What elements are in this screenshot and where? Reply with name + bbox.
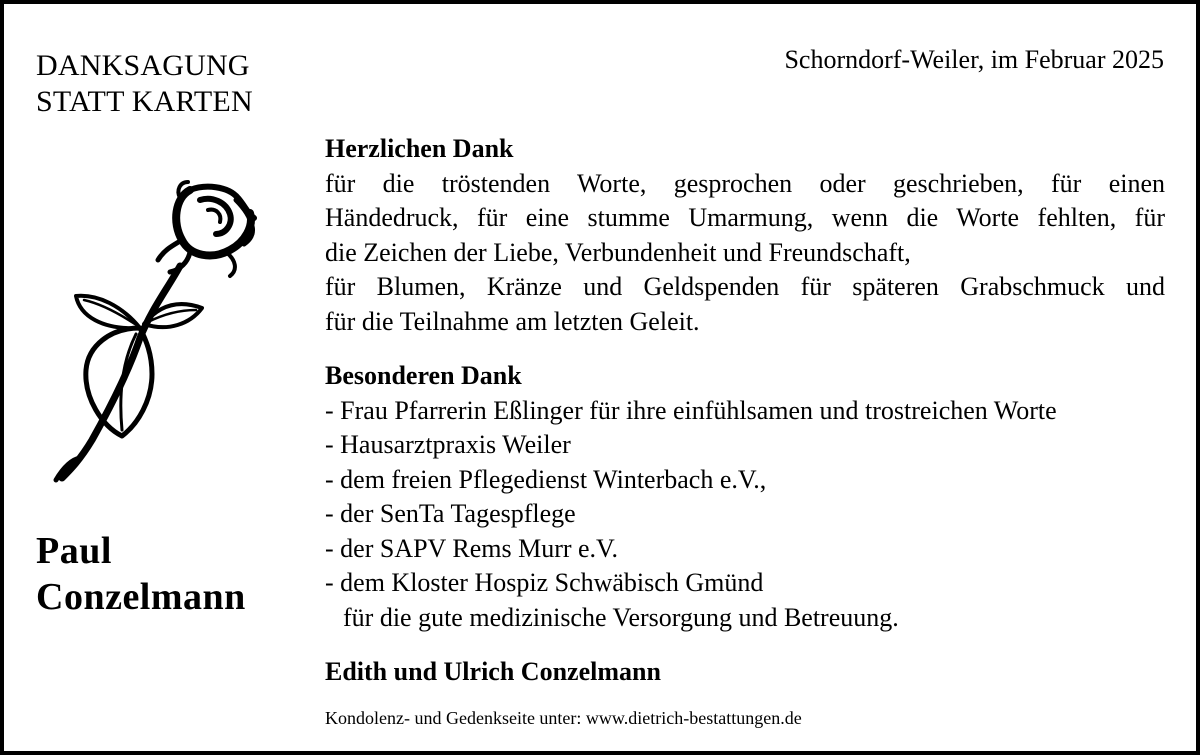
thanks-line-2: Händedruck, für eine stumme Umarmung, wenn die Worte fehlten, für xyxy=(325,203,1165,232)
notice-title xyxy=(36,48,253,120)
thanks-line-1: für die tröstenden Worte, gesprochen oder geschrieben, für einen xyxy=(325,168,1165,198)
title-line-2: STATT KARTEN xyxy=(36,85,253,118)
special-thanks-closing: für die gute medizinische Versorgung und Betreuung. xyxy=(343,602,899,632)
special-thanks-heading: Besonderen Dank xyxy=(325,361,522,390)
special-thanks-item: - dem Kloster Hospiz Schwäbisch Gmünd xyxy=(325,568,764,597)
deceased-name xyxy=(36,528,246,620)
special-thanks-item: - Hausarztpraxis Weiler xyxy=(325,430,571,459)
title-line-1: DANKSAGUNG xyxy=(36,49,250,82)
place-date: Schorndorf-Weiler, im Februar 2025 xyxy=(784,45,1164,74)
signature: Edith und Ulrich Conzelmann xyxy=(325,657,661,686)
rose-icon xyxy=(40,178,280,488)
special-thanks-item: - dem freien Pflegedienst Winterbach e.V., xyxy=(325,464,767,494)
footer-condolence-link: Kondolenz- und Gedenkseite unter: www.dietrich-bestattungen.de xyxy=(325,708,802,728)
notice-body xyxy=(325,132,1165,690)
thanks-line-4: für Blumen, Kränze und Geldspenden für späteren Grabschmuck und xyxy=(325,272,1165,301)
special-thanks-item: - der SAPV Rems Murr e.V. xyxy=(325,533,618,563)
special-thanks-item: - der SenTa Tagespflege xyxy=(325,499,576,528)
special-thanks-item: - Frau Pfarrerin Eßlinger für ihre einfühlsamen und trostreichen Worte xyxy=(325,395,1057,425)
thanks-line-5: für die Teilnahme am letzten Geleit. xyxy=(325,306,700,336)
thanks-line-3: die Zeichen der Liebe, Verbundenheit und Freundschaft, xyxy=(325,237,911,267)
thanks-heading: Herzlichen Dank xyxy=(325,134,514,163)
deceased-last-name: Conzelmann xyxy=(36,576,246,618)
deceased-first-name: Paul xyxy=(36,530,112,572)
